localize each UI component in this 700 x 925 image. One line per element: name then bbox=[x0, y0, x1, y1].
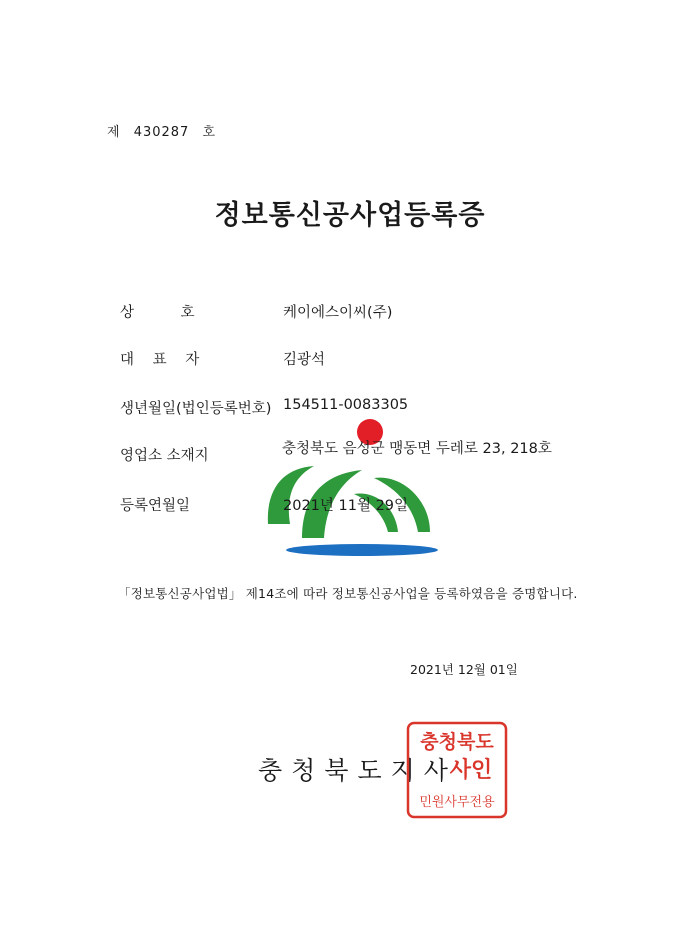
registration-number-value: 430287 bbox=[133, 125, 190, 140]
registration-number-suffix: 호 bbox=[202, 125, 217, 140]
field-label-registration-id: 생년월일(법인등록번호) bbox=[120, 401, 272, 417]
field-value-company-name: 케이에스이씨(주) bbox=[283, 305, 393, 321]
issuer-name: 충청북도지사 bbox=[258, 756, 457, 785]
official-seal bbox=[405, 720, 509, 820]
issue-date: 2021년 12월 01일 bbox=[410, 662, 518, 677]
seal-text-line1: 충청북도 bbox=[420, 731, 494, 753]
registration-number bbox=[107, 121, 224, 140]
field-label-representative: 대 표 자 bbox=[120, 352, 207, 368]
field-value-registration-date: 2021년 11월 29일 bbox=[283, 498, 409, 514]
certification-statement: 「정보통신공사업법」 제14조에 따라 정보통신공사업을 등록하였음을 증명합니다. bbox=[118, 586, 578, 601]
field-value-representative: 김광석 bbox=[283, 352, 326, 368]
emblem-water bbox=[286, 544, 438, 556]
field-value-office-address: 충청북도 음성군 맹동면 두레로 23, 218호 bbox=[282, 441, 552, 457]
seal-text-line3: 민원사무전용 bbox=[419, 795, 495, 810]
field-value-registration-id: 154511-0083305 bbox=[283, 397, 409, 413]
field-label-office-address: 영업소 소재지 bbox=[120, 448, 209, 464]
field-label-company-name: 상 호 bbox=[120, 305, 211, 321]
seal-text-line2: 사인 bbox=[449, 758, 493, 783]
registration-number-prefix: 제 bbox=[107, 125, 121, 140]
field-label-registration-date: 등록연월일 bbox=[120, 498, 191, 514]
certificate-title: 정보통신공사업등록증 bbox=[214, 200, 486, 231]
